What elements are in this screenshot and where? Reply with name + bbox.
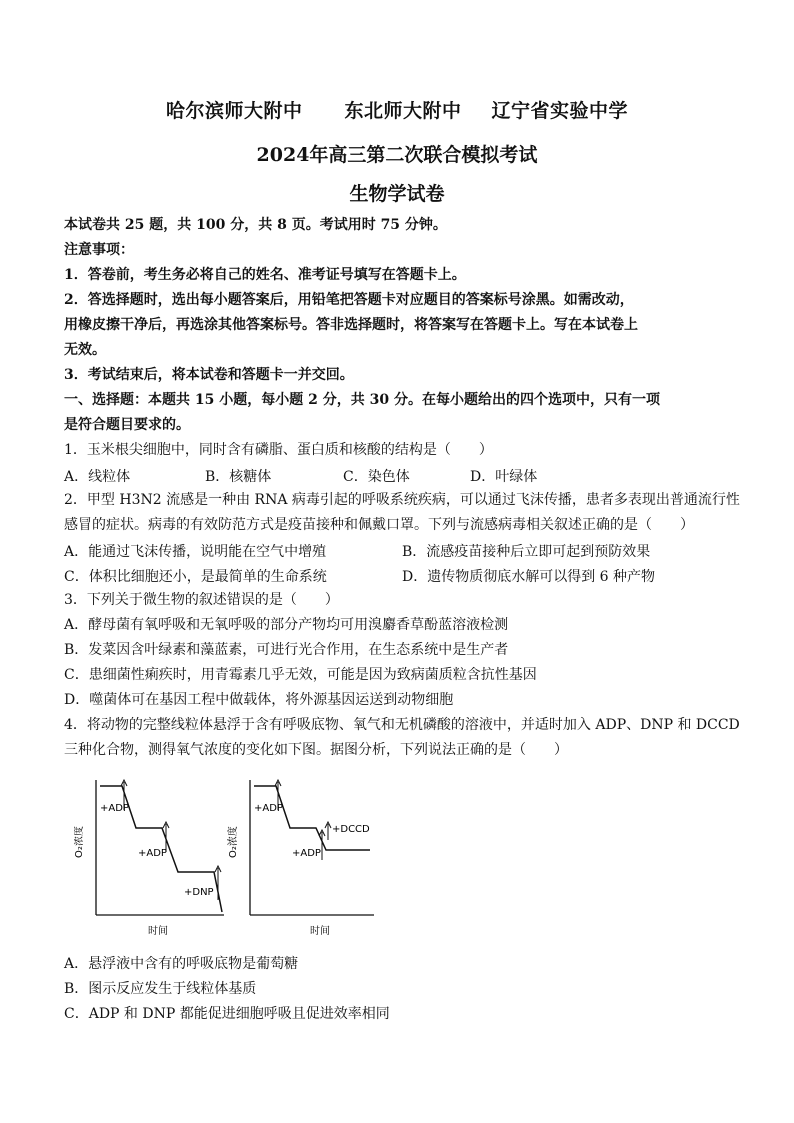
oxygen-graphs <box>74 770 384 940</box>
q3-option-d: D．噬菌体可在基因工程中做载体，将外源基因运送到动物细胞 <box>64 692 454 708</box>
right-graph <box>226 780 374 937</box>
right-y-label: O₂浓度 <box>228 826 239 858</box>
note-3: 3．考试结束后，将本试卷和答题卡一并交回。 <box>64 367 354 383</box>
q2-stem-line-1: 2．甲型 H3N2 流感是一种由 RNA 病毒引起的呼吸系统疾病，可以通过飞沫传播，患者多表现出普通流行性 <box>64 492 740 508</box>
note-2-line-3: 无效。 <box>64 342 106 358</box>
q1-option-a: A．线粒体 <box>64 469 131 485</box>
q2-stem-line-2: 感冒的症状。病毒的有效防范方式是疫苗接种和佩戴口罩。下列与流感病毒相关叙述正确的是（ ） <box>64 517 694 533</box>
oxygen-concentration-figure <box>74 770 384 944</box>
notes-heading: 注意事项： <box>64 242 134 258</box>
subject-title: 生物学试卷 <box>349 183 445 205</box>
school-name-2: 东北师大附中 <box>344 100 462 122</box>
left-label-dnp: +DNP <box>184 887 214 898</box>
section-1-heading-line-2: 是符合题目要求的。 <box>64 417 190 433</box>
right-curve <box>254 786 370 850</box>
note-1: 1．答卷前，考生务必将自己的姓名、准考证号填写在答题卡上。 <box>64 267 466 283</box>
left-label-adp-1: +ADP <box>100 803 129 814</box>
q1-option-c: C．染色体 <box>343 469 410 485</box>
q4-stem-line-1: 4．将动物的完整线粒体悬浮于含有呼吸底物、氧气和无机磷酸的溶液中，并适时加入 ADP、DNP 和 DCCD <box>64 717 740 733</box>
q2-option-b: B．流感疫苗接种后立即可起到预防效果 <box>402 544 651 560</box>
left-graph <box>74 780 224 937</box>
school-name-1: 哈尔滨师大附中 <box>165 100 303 122</box>
q3-stem: 3．下列关于微生物的叙述错误的是（ ） <box>64 592 339 608</box>
q2-option-a: A．能通过飞沫传播，说明能在空气中增殖 <box>64 544 327 560</box>
school-names <box>0 96 794 123</box>
q4-option-c: C．ADP 和 DNP 都能促进细胞呼吸且促进效率相同 <box>64 1006 390 1022</box>
right-label-dccd: +DCCD <box>332 824 370 835</box>
q4-option-a: A．悬浮液中含有的呼吸底物是葡萄糖 <box>64 956 299 972</box>
q4-option-b: B．图示反应发生于线粒体基质 <box>64 981 257 997</box>
left-y-label: O₂浓度 <box>74 826 85 858</box>
q4-stem-line-2: 三种化合物，测得氧气浓度的变化如下图。据图分析，下列说法正确的是（ ） <box>64 742 568 758</box>
school-name-3: 辽宁省实验中学 <box>491 100 629 122</box>
left-label-adp-2: +ADP <box>138 848 167 859</box>
exam-title: 2024年高三第二次联合模拟考试 <box>256 144 538 166</box>
note-2-line-1: 2．答选择题时，选出每小题答案后，用铅笔把答题卡对应题目的答案标号涂黑。如需改动， <box>64 292 634 308</box>
q2-option-d: D．遗传物质彻底水解可以得到 6 种产物 <box>402 569 656 585</box>
q3-option-c: C．患细菌性痢疾时，用青霉素几乎无效，可能是因为致病菌质粒含抗性基因 <box>64 667 537 683</box>
left-x-label: 时间 <box>148 926 168 937</box>
q3-option-b: B．发菜因含叶绿素和藻蓝素，可进行光合作用，在生态系统中是生产者 <box>64 642 509 658</box>
q2-option-c: C．体积比细胞还小，是最简单的生命系统 <box>64 569 327 585</box>
q1-stem: 1．玉米根尖细胞中，同时含有磷脂、蛋白质和核酸的结构是（ ） <box>64 442 493 458</box>
right-label-adp-1: +ADP <box>254 803 283 814</box>
section-1-heading-line-1: 一、选择题：本题共 15 小题，每小题 2 分，共 30 分。在每小题给出的四个选项中，只有一项 <box>64 392 660 408</box>
q1-option-d: D．叶绿体 <box>470 469 538 485</box>
q1-option-b: B．核糖体 <box>205 469 272 485</box>
note-2-line-2: 用橡皮擦干净后，再选涂其他答案标号。答非选择题时，将答案写在答题卡上。写在本试卷上 <box>64 317 638 333</box>
q3-option-a: A．酵母菌有氧呼吸和无氧呼吸的部分产物均可用溴麝香草酚蓝溶液检测 <box>64 617 509 633</box>
right-label-adp-2: +ADP <box>292 848 321 859</box>
exam-summary: 本试卷共 25 题，共 100 分，共 8 页。考试用时 75 分钟。 <box>64 217 447 233</box>
right-x-label: 时间 <box>310 926 330 937</box>
